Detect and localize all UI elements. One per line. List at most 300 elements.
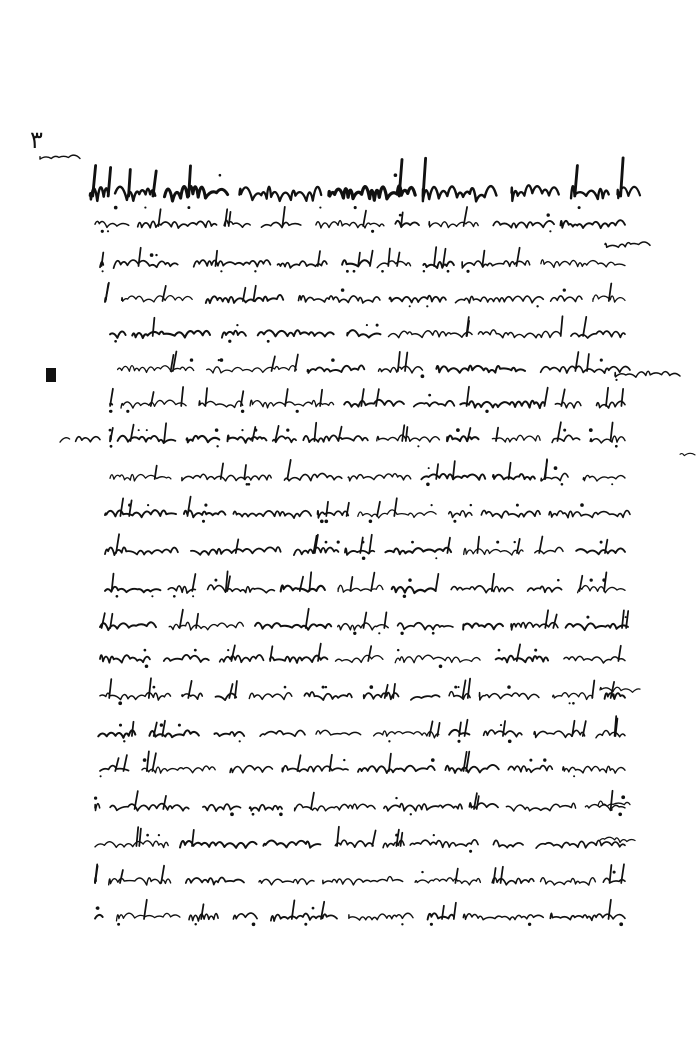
ink-dot xyxy=(536,305,538,307)
ink-dot xyxy=(143,758,147,762)
ink-dot xyxy=(117,923,120,926)
ink-word xyxy=(395,655,480,663)
ink-dot xyxy=(346,270,349,273)
ink-word xyxy=(233,511,311,518)
ink-word xyxy=(496,656,548,663)
ink-dot xyxy=(470,504,472,506)
ink-dot xyxy=(267,340,270,343)
ink-dot xyxy=(194,923,196,925)
ink-riser xyxy=(492,574,494,591)
ink-word xyxy=(395,221,419,227)
ink-dot xyxy=(500,724,502,726)
ink-dot xyxy=(286,428,289,431)
ink-word xyxy=(335,840,373,847)
ink-word xyxy=(249,693,291,700)
ink-word xyxy=(578,586,625,593)
ink-word xyxy=(308,365,365,372)
ink-word xyxy=(208,585,275,593)
ink-word xyxy=(95,221,129,227)
ink-word xyxy=(511,623,558,630)
ink-word xyxy=(553,693,593,700)
ink-word xyxy=(100,655,150,663)
ink-riser xyxy=(389,754,391,771)
ink-word xyxy=(228,435,267,442)
ink-riser xyxy=(129,170,131,196)
ink-dot xyxy=(586,616,589,619)
ink-dot xyxy=(435,557,437,559)
ink-riser xyxy=(188,497,191,516)
ink-dot xyxy=(246,483,249,486)
ink-dot xyxy=(230,812,234,816)
ink-word xyxy=(552,435,580,442)
ink-dot xyxy=(625,616,627,618)
ink-dot xyxy=(421,871,423,873)
ink-dot xyxy=(228,340,231,343)
ink-dot xyxy=(423,270,425,272)
ink-word xyxy=(436,366,525,373)
ink-riser xyxy=(370,251,373,266)
ink-dot xyxy=(337,541,340,544)
ink-dot xyxy=(547,213,550,216)
ink-dot xyxy=(192,595,194,597)
ink-dot xyxy=(529,759,532,762)
ink-word xyxy=(379,366,423,373)
ink-word xyxy=(492,878,534,885)
ink-word xyxy=(358,766,435,773)
ink-word xyxy=(303,435,368,442)
ink-dot xyxy=(362,541,365,544)
ink-word xyxy=(615,371,680,377)
ink-word xyxy=(680,453,695,455)
ink-word xyxy=(182,693,202,699)
ink-word xyxy=(348,474,411,481)
ink-riser xyxy=(235,681,237,698)
ink-word xyxy=(428,913,454,919)
ink-dot xyxy=(590,578,593,581)
ink-riser xyxy=(350,577,352,591)
ink-riser xyxy=(610,865,612,883)
ink-dot xyxy=(145,665,149,669)
ink-dot xyxy=(401,923,403,925)
ink-word xyxy=(114,260,178,268)
ink-dot xyxy=(304,923,307,926)
ink-dot xyxy=(496,541,499,544)
ink-riser xyxy=(153,171,156,196)
ink-word xyxy=(411,695,440,700)
ink-dot xyxy=(563,429,566,432)
ink-riser xyxy=(243,288,246,301)
ink-riser xyxy=(372,831,375,847)
ink-dot xyxy=(239,740,241,742)
ink-dot xyxy=(109,410,112,413)
ink-riser xyxy=(501,867,503,883)
ink-word xyxy=(377,435,440,442)
ink-dot xyxy=(619,922,623,926)
ink-dot xyxy=(580,503,584,507)
ink-word xyxy=(60,438,70,442)
ink-dot xyxy=(399,214,402,217)
ink-riser xyxy=(545,388,548,406)
ink-word xyxy=(329,186,415,200)
ink-word xyxy=(295,804,376,811)
ink-riser xyxy=(592,681,594,699)
ink-dot xyxy=(561,483,564,486)
ink-dot xyxy=(498,649,501,652)
ink-dot xyxy=(158,834,160,836)
ink-dot xyxy=(417,445,419,447)
ink-dot xyxy=(439,665,443,669)
ink-word xyxy=(149,730,199,737)
ink-dot xyxy=(252,813,255,816)
ink-dot xyxy=(453,520,456,523)
ink-word xyxy=(415,878,480,885)
ink-riser xyxy=(611,791,613,809)
ink-riser xyxy=(572,721,574,736)
ink-word xyxy=(344,400,404,407)
ink-riser xyxy=(397,253,399,267)
ink-word xyxy=(389,331,473,338)
ink-riser xyxy=(364,613,367,629)
ink-dot xyxy=(615,445,618,448)
ink-dot xyxy=(216,445,218,447)
ink-dot xyxy=(178,724,181,727)
ink-dot xyxy=(102,270,104,272)
ink-word xyxy=(165,186,228,201)
ink-dot xyxy=(190,358,193,361)
ink-word xyxy=(117,913,180,921)
ink-word xyxy=(410,840,478,848)
ink-dot xyxy=(433,834,435,836)
ink-dot xyxy=(388,740,390,742)
ink-word xyxy=(555,402,581,408)
ink-dot xyxy=(600,359,603,362)
ink-riser xyxy=(405,353,407,372)
ink-word xyxy=(493,474,535,480)
ink-riser xyxy=(626,611,628,628)
ink-word xyxy=(260,730,305,736)
ink-dot xyxy=(431,758,435,762)
ink-dot xyxy=(613,871,616,874)
ink-dot xyxy=(589,428,593,432)
ink-word xyxy=(259,879,314,885)
ink-dot xyxy=(187,206,190,209)
ink-riser xyxy=(611,423,613,442)
ink-dot xyxy=(528,923,531,926)
ink-word xyxy=(100,622,156,630)
ink-dot xyxy=(456,428,460,432)
ink-word xyxy=(508,766,552,773)
ink-dot xyxy=(430,923,433,926)
ink-dot xyxy=(353,632,356,635)
ink-dot xyxy=(569,702,571,704)
ink-dot xyxy=(215,428,219,432)
ink-dot xyxy=(514,541,516,543)
ink-riser xyxy=(108,168,110,197)
ink-dot xyxy=(296,410,299,413)
ink-riser xyxy=(477,796,479,809)
ink-dot xyxy=(362,557,366,561)
ink-dot xyxy=(408,578,412,582)
corner-note: ٣ xyxy=(30,126,43,154)
ink-riser xyxy=(437,723,439,736)
ink-word xyxy=(168,586,195,593)
ink-word xyxy=(541,260,625,268)
ink-riser xyxy=(132,722,134,736)
ink-dot xyxy=(123,740,125,742)
ink-dot xyxy=(118,701,122,705)
ink-riser xyxy=(434,247,436,266)
ink-word xyxy=(233,913,257,919)
ink-riser xyxy=(377,502,380,516)
ink-dot xyxy=(573,775,575,777)
ink-word xyxy=(429,222,478,228)
ink-word xyxy=(445,765,498,773)
ink-word xyxy=(342,260,370,266)
ink-word xyxy=(318,511,349,518)
ink-dot xyxy=(428,467,430,469)
ink-riser xyxy=(139,248,141,266)
ink-word xyxy=(389,296,446,303)
ink-dot xyxy=(469,850,472,853)
ink-word xyxy=(164,655,209,662)
ink-riser xyxy=(149,678,151,698)
ink-word xyxy=(239,187,321,201)
ink-riser xyxy=(401,833,403,846)
ink-word xyxy=(118,366,194,373)
ink-word xyxy=(261,222,300,227)
ink-riser xyxy=(229,212,231,226)
ink-dot xyxy=(320,519,324,523)
ink-word xyxy=(121,400,186,408)
ink-riser xyxy=(153,318,155,336)
ink-word xyxy=(189,914,218,921)
ink-riser xyxy=(436,574,439,591)
ink-riser xyxy=(139,829,141,846)
ink-word xyxy=(98,730,135,738)
handwritten-text xyxy=(90,158,640,926)
ink-dot xyxy=(366,324,368,326)
ink-word xyxy=(220,655,264,662)
ink-dot xyxy=(109,429,112,432)
ink-word xyxy=(105,510,176,517)
ink-riser xyxy=(287,460,290,479)
ink-word xyxy=(596,730,625,737)
ink-dot xyxy=(153,686,156,689)
ink-word xyxy=(541,366,630,373)
ink-word xyxy=(182,474,271,481)
ink-word xyxy=(187,436,220,442)
ink-dot xyxy=(457,686,459,688)
ink-dot xyxy=(371,230,374,233)
ink-riser xyxy=(621,158,624,196)
ink-word xyxy=(118,436,176,443)
ink-word xyxy=(506,803,575,811)
ink-dot xyxy=(516,504,519,507)
ink-dot xyxy=(572,702,575,705)
ink-riser xyxy=(311,793,314,809)
ink-word xyxy=(110,804,189,811)
ink-dot xyxy=(325,686,327,688)
ink-word xyxy=(479,693,539,700)
ink-dot xyxy=(214,579,217,582)
ink-word xyxy=(392,587,436,593)
ink-dot xyxy=(432,632,435,635)
ink-word xyxy=(414,401,455,407)
ink-riser xyxy=(496,428,498,441)
ink-dot xyxy=(146,429,148,431)
ink-riser xyxy=(606,388,608,406)
ink-dot xyxy=(426,483,430,487)
ink-dot xyxy=(611,693,614,696)
ink-dot xyxy=(618,812,622,816)
ink-word xyxy=(563,766,625,773)
ink-dot xyxy=(254,429,257,432)
ink-word xyxy=(250,805,282,811)
ink-riser xyxy=(164,423,166,441)
ink-riser xyxy=(376,389,379,406)
ink-word xyxy=(541,878,596,885)
ink-word xyxy=(194,260,271,267)
ink-word xyxy=(460,401,544,408)
ink-dot xyxy=(621,795,625,799)
ink-word xyxy=(550,913,625,920)
ink-dot xyxy=(319,207,321,209)
ink-riser xyxy=(454,903,456,919)
ink-word xyxy=(76,437,100,442)
ink-dot xyxy=(611,483,613,485)
ink-word xyxy=(423,186,497,201)
ink-riser xyxy=(545,459,547,479)
ink-riser xyxy=(517,248,520,266)
ink-riser xyxy=(494,868,496,883)
ink-word xyxy=(105,587,160,593)
ink-riser xyxy=(244,465,246,479)
ink-dot xyxy=(331,358,335,362)
ink-dot xyxy=(426,305,428,307)
ink-word xyxy=(590,436,625,443)
ink-dot xyxy=(431,504,433,506)
ink-riser xyxy=(129,500,131,516)
ink-riser xyxy=(402,425,404,441)
ink-dot xyxy=(378,632,380,634)
ink-riser xyxy=(517,539,520,553)
ink-mark xyxy=(46,368,56,382)
ink-word xyxy=(214,732,244,736)
ink-riser xyxy=(162,721,165,736)
ink-dot xyxy=(341,288,345,292)
ink-dot xyxy=(100,775,102,777)
ink-dot xyxy=(114,340,117,343)
ink-riser xyxy=(241,391,244,406)
ink-dot xyxy=(94,796,97,799)
ink-word xyxy=(255,623,331,630)
ink-word xyxy=(323,877,403,885)
ink-dot xyxy=(454,686,457,689)
ink-riser xyxy=(326,502,328,516)
ink-dot xyxy=(557,579,560,582)
ink-dot xyxy=(160,723,163,726)
ink-dot xyxy=(284,686,287,689)
ink-dot xyxy=(101,230,104,233)
ink-riser xyxy=(147,751,149,771)
ink-word xyxy=(138,221,217,228)
ink-dot xyxy=(144,207,146,209)
ink-word xyxy=(449,511,472,518)
ink-dot xyxy=(173,595,176,598)
ink-dot xyxy=(410,813,412,815)
ink-dot xyxy=(204,504,207,507)
ink-dot xyxy=(324,519,328,523)
ink-riser xyxy=(135,791,138,809)
ink-dot xyxy=(554,466,558,470)
ink-word xyxy=(132,331,210,338)
ink-word xyxy=(278,261,327,268)
ink-riser xyxy=(102,613,105,628)
ink-dot xyxy=(600,541,603,544)
ink-dot xyxy=(447,270,450,273)
ink-riser xyxy=(575,166,578,196)
ink-dot xyxy=(126,410,129,413)
ink-dot xyxy=(312,907,315,910)
ink-word xyxy=(551,296,582,302)
ink-dot xyxy=(138,429,140,431)
ink-riser xyxy=(393,684,395,698)
ink-dot xyxy=(610,809,612,811)
ink-dot xyxy=(421,374,425,378)
ink-riser xyxy=(95,864,97,883)
ink-dot xyxy=(322,686,325,689)
ink-riser xyxy=(229,684,232,698)
ink-word xyxy=(492,435,540,442)
ink-word xyxy=(528,586,562,592)
ink-word xyxy=(512,185,559,201)
ink-dot xyxy=(381,270,384,273)
ink-word xyxy=(576,548,625,554)
ink-word xyxy=(281,585,325,591)
ink-riser xyxy=(285,389,288,406)
ink-word xyxy=(385,548,451,554)
ink-word xyxy=(271,914,337,921)
ink-riser xyxy=(453,461,455,479)
ink-word xyxy=(384,804,462,811)
ink-riser xyxy=(236,539,239,553)
ink-dot xyxy=(369,520,373,524)
ink-dot xyxy=(507,685,511,689)
ink-riser xyxy=(361,389,364,406)
ink-word xyxy=(585,805,625,811)
ink-word xyxy=(230,766,272,773)
ink-word xyxy=(349,913,413,920)
ink-riser xyxy=(270,646,272,661)
ink-dot xyxy=(107,230,109,232)
ink-dot xyxy=(376,324,379,327)
ink-dot xyxy=(146,834,149,837)
ink-dot xyxy=(403,595,406,598)
ink-dot xyxy=(354,206,357,209)
ink-word xyxy=(184,510,226,517)
ink-word xyxy=(282,766,348,772)
ink-word xyxy=(561,220,626,228)
ink-dot xyxy=(369,685,373,689)
ink-dot xyxy=(147,504,149,506)
ink-dot xyxy=(409,305,411,307)
ink-riser xyxy=(314,423,316,441)
ink-riser xyxy=(253,286,255,301)
ink-riser xyxy=(388,249,390,267)
ink-dot xyxy=(128,504,131,507)
ink-dot xyxy=(227,649,229,651)
ink-word xyxy=(338,585,383,592)
